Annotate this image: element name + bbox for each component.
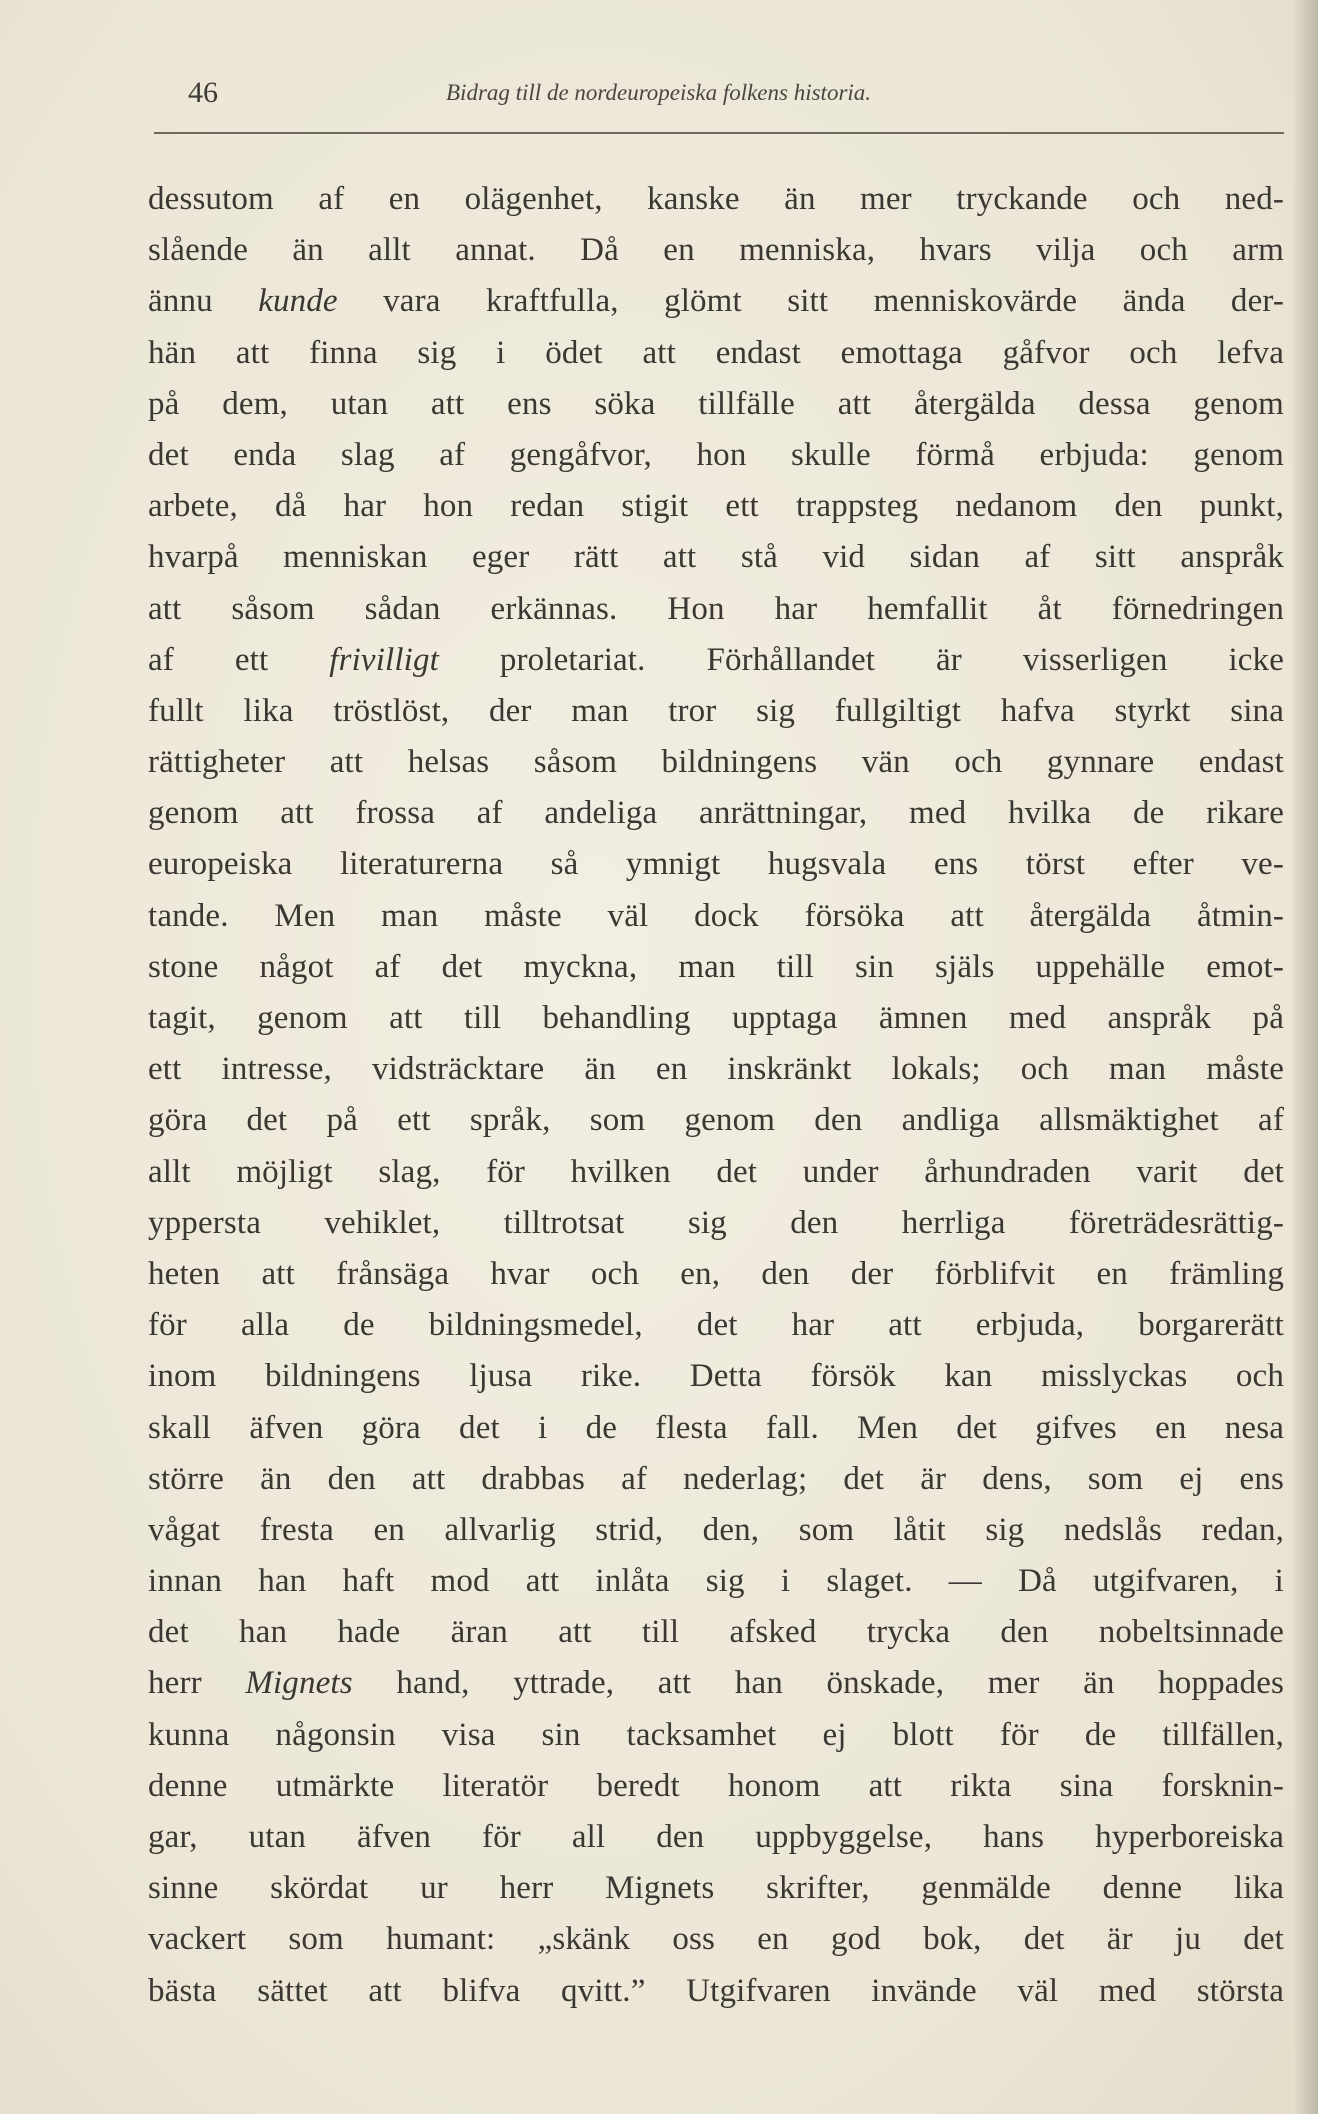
text-line bbox=[148, 737, 1284, 788]
text-run: allt möjligt slag, för hvilken det under århundraden varit det bbox=[148, 1153, 1284, 1190]
text-run: ännu bbox=[148, 283, 259, 320]
text-line-content bbox=[148, 1665, 1284, 1701]
text-line-content bbox=[148, 386, 1284, 422]
text-line bbox=[148, 328, 1284, 379]
text-line bbox=[148, 839, 1284, 890]
text-line-content bbox=[148, 642, 1284, 678]
body-text bbox=[148, 174, 1284, 2017]
text-line-content bbox=[148, 1921, 1284, 1957]
text-run: det enda slag af gengåfvor, hon skulle förmå erbjuda: genom bbox=[148, 436, 1284, 473]
text-run: tagit, genom att till behandling upptaga ämnen med anspråk på bbox=[148, 1000, 1284, 1036]
text-line bbox=[148, 686, 1284, 737]
text-run: dessutom af en olägenhet, kanske än mer tryckande och ned- bbox=[148, 181, 1284, 217]
text-line-content bbox=[148, 744, 1284, 780]
text-line bbox=[148, 993, 1284, 1044]
text-line-content bbox=[148, 1512, 1284, 1548]
text-run: bästa sättet att blifva qvitt.” Utgifvaren invände väl med största bbox=[148, 1972, 1284, 2009]
text-line-content bbox=[148, 1000, 1284, 1036]
text-run: heten att frånsäga hvar och en, den der förblifvit en främling bbox=[148, 1255, 1284, 1292]
text-line-content bbox=[148, 591, 1284, 627]
text-line-content bbox=[148, 949, 1284, 985]
text-run: denne utmärkte literatör beredt honom att rikta sina forsknin- bbox=[148, 1767, 1284, 1804]
text-line bbox=[148, 1454, 1284, 1505]
text-line bbox=[148, 1914, 1284, 1965]
page-number: 46 bbox=[188, 76, 218, 109]
text-line-content bbox=[148, 1614, 1284, 1650]
text-run: slående än allt annat. Då en menniska, hvars vilja och arm bbox=[148, 232, 1284, 269]
emphasized-word: kunde bbox=[258, 283, 338, 320]
text-line bbox=[148, 1710, 1284, 1761]
text-line-content bbox=[148, 1870, 1284, 1906]
text-line bbox=[148, 1249, 1284, 1300]
text-run: yppersta vehiklet, tilltrotsat sig den herrliga företrädesrättig- bbox=[148, 1204, 1284, 1241]
text-line bbox=[148, 1095, 1284, 1146]
text-run: genom att frossa af andeliga anrättningar, med hvilka de rikare bbox=[148, 795, 1284, 832]
text-run: vara kraftfulla, glömt sitt menniskovärde ända der- bbox=[337, 283, 1284, 320]
text-run: innan han haft mod att inlåta sig i slaget. — Då utgifvaren, i bbox=[148, 1563, 1284, 1600]
emphasized-word: Mignets bbox=[245, 1665, 353, 1702]
text-line-content bbox=[148, 437, 1284, 473]
text-line-content bbox=[148, 1768, 1284, 1804]
text-run: fullt lika tröstlöst, der man tror sig fullgiltigt hafva styrkt sina bbox=[148, 692, 1284, 729]
text-run: göra det på ett språk, som genom den andliga allsmäktighet af bbox=[148, 1102, 1284, 1139]
text-run: på dem, utan att ens söka tillfälle att återgälda dessa genom bbox=[148, 385, 1284, 422]
page-edge-shadow bbox=[1292, 0, 1318, 2114]
text-line-content bbox=[148, 1102, 1284, 1138]
text-line bbox=[148, 1300, 1284, 1351]
running-title: Bidrag till de nordeuropeiska folkens historia. bbox=[446, 80, 872, 105]
text-run: skall äfven göra det i de flesta fall. Men det gifves en nesa bbox=[148, 1409, 1284, 1446]
text-line bbox=[148, 1044, 1284, 1095]
text-run: hän att finna sig i ödet att endast emottaga gåfvor och lefva bbox=[148, 334, 1284, 371]
text-line-content bbox=[148, 232, 1284, 268]
text-run: hvarpå menniskan eger rätt att stå vid sidan af sitt anspråk bbox=[148, 539, 1284, 576]
page-header bbox=[188, 76, 1280, 116]
text-line bbox=[148, 1812, 1284, 1863]
text-line-content bbox=[148, 1717, 1284, 1753]
text-line-content bbox=[148, 1256, 1284, 1292]
text-line bbox=[148, 276, 1284, 327]
text-line-content bbox=[148, 1973, 1284, 2009]
text-line bbox=[148, 891, 1284, 942]
text-line-content bbox=[148, 283, 1284, 319]
header-rule bbox=[154, 132, 1284, 134]
text-run: arbete, då har hon redan stigit ett trappsteg nedanom den punkt, bbox=[148, 488, 1284, 525]
text-line bbox=[148, 1607, 1284, 1658]
text-run: rättigheter att helsas såsom bildningens vän och gynnare endast bbox=[148, 744, 1284, 781]
text-line bbox=[148, 1966, 1284, 2017]
text-run: europeiska literaturerna så ymnigt hugsvala ens törst efter ve- bbox=[148, 846, 1284, 883]
text-line-content bbox=[148, 846, 1284, 882]
text-line-content bbox=[148, 1358, 1284, 1394]
text-line bbox=[148, 532, 1284, 583]
text-run: större än den att drabbas af nederlag; det är dens, som ej ens bbox=[148, 1460, 1284, 1497]
text-line bbox=[148, 1761, 1284, 1812]
text-run: proletariat. Förhållandet är visserligen icke bbox=[438, 641, 1284, 678]
text-run: gar, utan äfven för all den uppbyggelse, hans hyperboreiska bbox=[148, 1819, 1284, 1855]
text-line bbox=[148, 1505, 1284, 1556]
text-run: kunna någonsin visa sin tacksamhet ej blott för de tillfällen, bbox=[148, 1716, 1284, 1753]
text-line bbox=[148, 430, 1284, 481]
text-run: för alla de bildningsmedel, det har att erbjuda, borgarerätt bbox=[148, 1307, 1284, 1344]
text-run: vackert som humant: „skänk oss en god bok, det är ju det bbox=[148, 1921, 1284, 1958]
text-run: herr bbox=[148, 1665, 246, 1702]
text-run: att såsom sådan erkännas. Hon har hemfallit åt förnedringen bbox=[148, 590, 1284, 627]
text-line-content bbox=[148, 693, 1284, 729]
text-run: hand, yttrade, att han önskade, mer än hoppades bbox=[352, 1665, 1284, 1702]
text-run: ett intresse, vidsträcktare än en inskränkt lokals; och man måste bbox=[148, 1051, 1284, 1088]
text-line-content bbox=[148, 1819, 1284, 1855]
text-line-content bbox=[148, 1563, 1284, 1599]
text-line bbox=[148, 1658, 1284, 1709]
text-run: sinne skördat ur herr Mignets skrifter, genmälde denne lika bbox=[148, 1870, 1284, 1907]
text-line-content bbox=[148, 488, 1284, 524]
text-line-content bbox=[148, 898, 1284, 934]
text-run: af ett bbox=[148, 641, 330, 678]
text-line bbox=[148, 584, 1284, 635]
text-line bbox=[148, 1403, 1284, 1454]
text-run: tande. Men man måste väl dock försöka att återgälda åtmin- bbox=[148, 897, 1284, 934]
text-run: vågat fresta en allvarlig strid, den, som låtit sig nedslås redan, bbox=[148, 1511, 1284, 1548]
text-line-content bbox=[148, 1051, 1284, 1087]
emphasized-word: frivilligt bbox=[329, 641, 439, 678]
text-line bbox=[148, 635, 1284, 686]
text-line bbox=[148, 942, 1284, 993]
text-line-content bbox=[148, 539, 1284, 575]
text-line-content bbox=[148, 181, 1284, 217]
text-line bbox=[148, 1198, 1284, 1249]
text-run: det han hade äran att till afsked trycka den nobeltsinnade bbox=[148, 1614, 1284, 1651]
text-line-content bbox=[148, 1410, 1284, 1446]
text-line bbox=[148, 1556, 1284, 1607]
text-run: stone något af det myckna, man till sin själs uppehälle emot- bbox=[148, 948, 1284, 985]
text-line bbox=[148, 1147, 1284, 1198]
text-line-content bbox=[148, 335, 1284, 371]
text-line bbox=[148, 788, 1284, 839]
text-line bbox=[148, 1351, 1284, 1402]
text-line bbox=[148, 481, 1284, 532]
text-line-content bbox=[148, 1307, 1284, 1343]
text-line bbox=[148, 225, 1284, 276]
text-run: inom bildningens ljusa rike. Detta försök kan misslyckas och bbox=[148, 1358, 1284, 1395]
text-line-content bbox=[148, 1205, 1284, 1241]
text-line-content bbox=[148, 1461, 1284, 1497]
text-line bbox=[148, 379, 1284, 430]
text-line-content bbox=[148, 1154, 1284, 1190]
text-line bbox=[148, 1863, 1284, 1914]
text-line bbox=[148, 174, 1284, 225]
text-line-content bbox=[148, 795, 1284, 831]
